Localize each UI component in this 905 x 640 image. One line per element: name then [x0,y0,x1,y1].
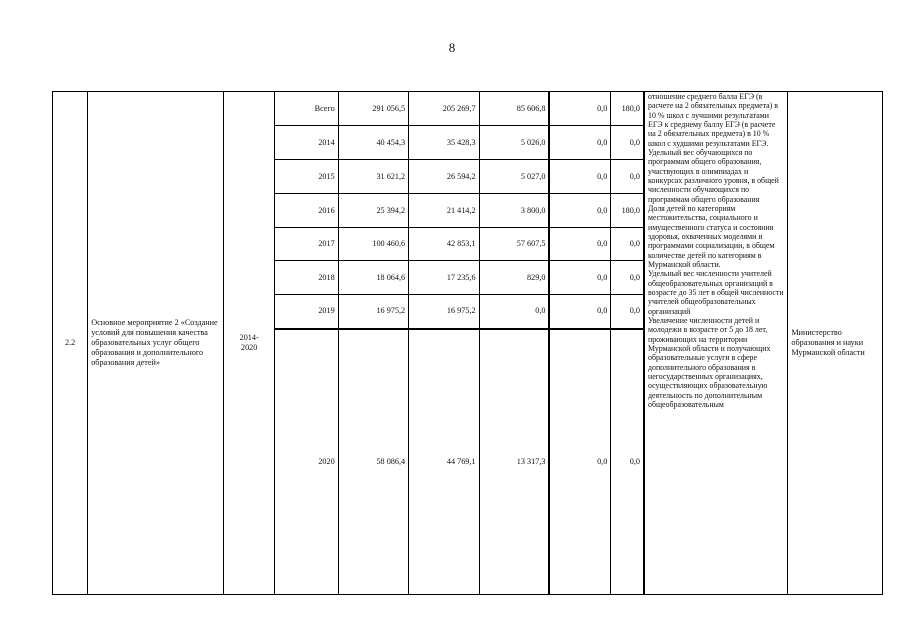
other-funding-cell: 180,0 [611,92,644,126]
indicator-text: Удельный вес обучающихся по программам общего образования, участвующих в олимпиадах и конкурсах различного уровня, в общей численности обучающихся по программам общего образования [648,147,779,204]
other-funding-cell: 0,0 [611,295,644,329]
federal-budget-cell: 13 317,3 [479,329,549,595]
activity-name: Основное мероприятие 2 «Создание условий для повышения качества образовательных услуг общего образования и дополнительного образования детей» [88,92,224,595]
indicator-text: отношение среднего балла ЕГЭ (в расчете на 2 обязательных предмета) в 10 % школ с лучшими результатами ЕГЭ к среднему баллу ЕГЭ (в расчете на 2 обязательных предмета) в 10 % школ с худшими результатами ЕГЭ. [648,92,778,148]
local-budget-cell: 0,0 [549,295,610,329]
local-budget-cell: 0,0 [549,160,610,194]
year-cell: 2017 [275,228,338,261]
local-budget-cell: 0,0 [549,194,610,228]
indicators-cell [644,92,788,595]
regional-budget-cell: 42 853,1 [409,228,479,261]
other-funding-cell: 0,0 [611,329,644,595]
indicator-text: Удельный вес численности учителей общеобразовательных организаций в возрасте до 35 лет в общей численности учителей общеобразовательных организаций [648,269,784,316]
page-number: 8 [448,40,456,55]
total-funding-cell: 58 086,4 [338,329,408,595]
year-cell: Всего [275,92,338,126]
local-budget-cell: 0,0 [549,329,610,595]
regional-budget-cell: 21 414,2 [409,194,479,228]
total-funding-cell: 31 621,2 [338,160,408,194]
local-budget-cell: 0,0 [549,261,610,295]
other-funding-cell: 0,0 [611,261,644,295]
regional-budget-cell: 205 269,7 [409,92,479,126]
regional-budget-cell: 16 975,2 [409,295,479,329]
year-cell: 2015 [275,160,338,194]
other-funding-cell: 0,0 [611,228,644,261]
total-funding-cell: 25 394,2 [338,194,408,228]
total-funding-cell: 40 454,3 [338,126,408,160]
local-budget-cell: 0,0 [549,126,610,160]
regional-budget-cell: 44 769,1 [409,329,479,595]
federal-budget-cell: 829,0 [479,261,549,295]
other-funding-cell: 0,0 [611,126,644,160]
row-index: 2.2 [53,92,88,595]
indicator-text: Доля детей по категориям местожительства, социального и имущественного статуса и состояния здоровья, охваченных моделями и программами социализации, в общем количестве детей по категориям в Мурманской области. [648,203,775,269]
total-funding-cell: 100 460,6 [338,228,408,261]
program-table [52,91,883,595]
local-budget-cell: 0,0 [549,92,610,126]
federal-budget-cell: 5 026,0 [479,126,549,160]
federal-budget-cell: 85 606,8 [479,92,549,126]
other-funding-cell: 180,0 [611,194,644,228]
federal-budget-cell: 3 800,0 [479,194,549,228]
total-funding-cell: 291 056,5 [338,92,408,126]
federal-budget-cell: 0,0 [479,295,549,329]
other-funding-cell: 0,0 [611,160,644,194]
year-cell: 2020 [275,329,338,595]
table-row [53,92,883,126]
responsible-cell: Министерство образования и науки Мурманской области [788,92,883,595]
total-funding-cell: 16 975,2 [338,295,408,329]
regional-budget-cell: 26 594,2 [409,160,479,194]
period-cell: 2014- 2020 [224,92,275,595]
year-cell: 2014 [275,126,338,160]
local-budget-cell: 0,0 [549,228,610,261]
total-funding-cell: 18 064,6 [338,261,408,295]
year-cell: 2016 [275,194,338,228]
regional-budget-cell: 17 235,6 [409,261,479,295]
federal-budget-cell: 5 027,0 [479,160,549,194]
indicator-text: Увеличение численности детей и молодежи в возрасте от 5 до 18 лет, проживающих на территории Мурманской области и получающих образовательные услуги в сфере дополнительного образования в негосударственных организациях, осуществляющих образовательную деятельность по дополнительным общеобразовательным [648,315,771,409]
federal-budget-cell: 57 607,5 [479,228,549,261]
year-cell: 2019 [275,295,338,329]
year-cell: 2018 [275,261,338,295]
regional-budget-cell: 35 428,3 [409,126,479,160]
